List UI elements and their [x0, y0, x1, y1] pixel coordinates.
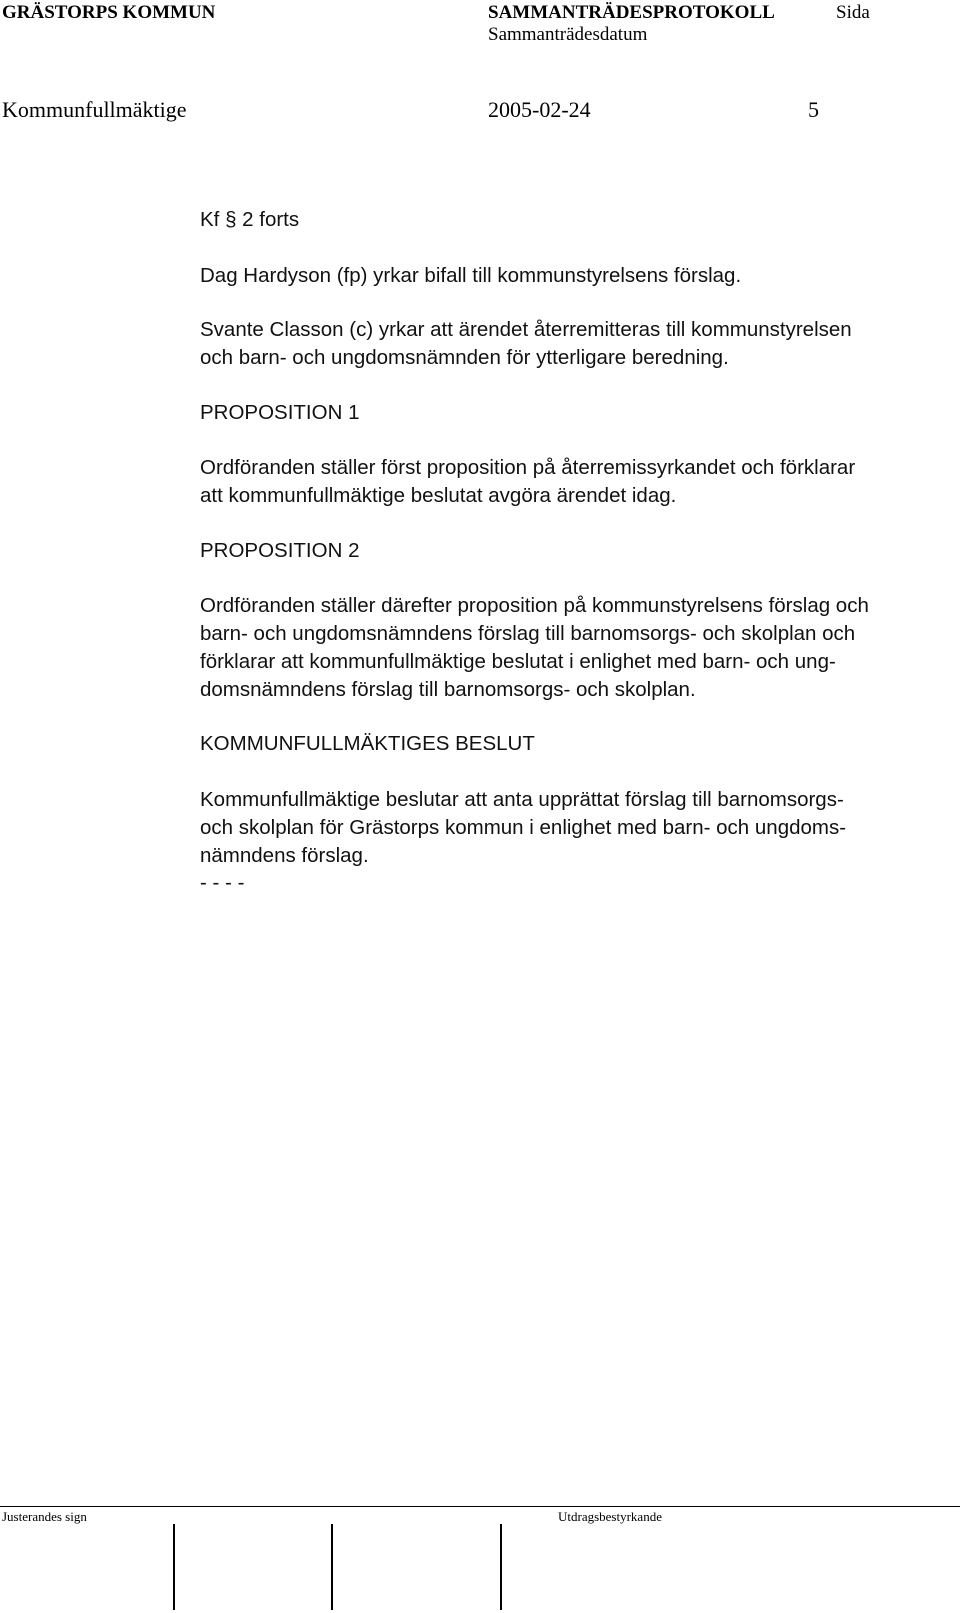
signature-line	[331, 1524, 333, 1610]
proposition-1-heading	[200, 399, 940, 427]
footer-divider	[0, 1506, 960, 1507]
signature-line	[500, 1524, 502, 1610]
decision-body: Kommunfullmäktige beslutar att anta upprättat förslag till barnomsorgs- och skolplan för Grästorps kommun i enlighet med barn- och ungdoms- nämndens förslag.	[200, 788, 847, 867]
proposition-1-heading-text: PROPOSITION 1	[200, 401, 360, 424]
org-name: GRÄSTORPS KOMMUN	[2, 2, 216, 23]
proposition-2-body: Ordföranden ställer därefter proposition på kommunstyrelsens förslag och barn- och ungdomsnämndens förslag till barnomsorgs- och skolplan och förklarar att kommunfullmäktige beslutat i enlighet med barn- och ung- domsnämndens förslag till barnomsorgs- och skolplan.	[200, 594, 869, 701]
proposition-2-heading-text: PROPOSITION 2	[200, 539, 360, 562]
section-heading	[200, 206, 940, 234]
proposition-1-text	[200, 454, 940, 510]
decision-heading-text: KOMMUNFULLMÄKTIGES BESLUT	[200, 732, 535, 755]
end-mark	[200, 869, 940, 897]
proposition-1-body: Ordföranden ställer först proposition på återremissyrkandet och förklarar att kommunfullmäktige beslutat avgöra ärendet idag.	[200, 456, 856, 507]
proposition-2-heading	[200, 537, 940, 565]
sign-label: Justerandes sign	[2, 1509, 87, 1524]
meeting-date: 2005-02-24	[488, 97, 591, 122]
page-number: 5	[808, 97, 819, 122]
doc-type: SAMMANTRÄDESPROTOKOLL	[488, 2, 775, 23]
date-label: Sammanträdesdatum	[488, 24, 648, 45]
decision-heading	[200, 730, 940, 758]
signature-line	[173, 1524, 175, 1610]
proposition-2-text	[200, 592, 940, 704]
page-label: Sida	[836, 2, 870, 23]
decision-text	[200, 786, 940, 870]
paragraph-1-text: Dag Hardyson (fp) yrkar bifall till kommunstyrelsens förslag.	[200, 264, 742, 287]
body-name: Kommunfullmäktige	[2, 97, 187, 122]
extract-label: Utdragsbestyrkande	[558, 1509, 662, 1524]
section-title: Kf § 2 forts	[200, 208, 300, 231]
end-mark-text: - - - -	[200, 871, 245, 894]
paragraph-2-text: Svante Classon (c) yrkar att ärendet återremitteras till kommunstyrelsen och barn- och ungdomsnämnden för ytterligare beredning.	[200, 318, 852, 369]
paragraph-1	[200, 262, 940, 290]
paragraph-2	[200, 316, 940, 372]
